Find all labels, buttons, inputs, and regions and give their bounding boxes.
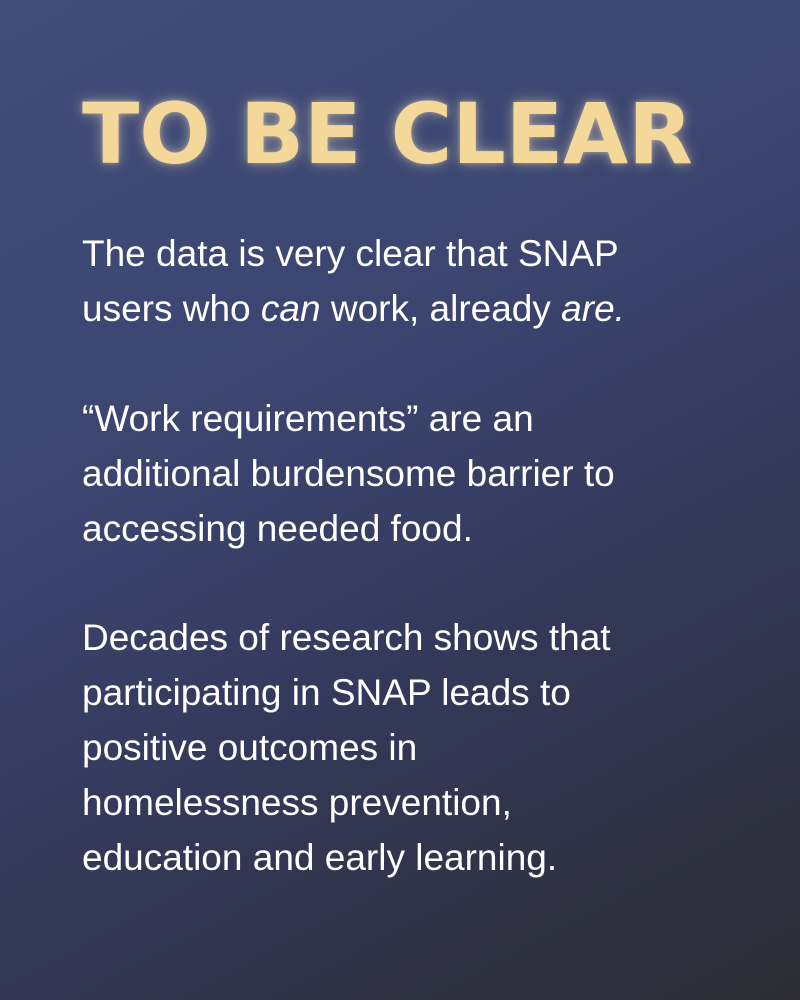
paragraph-work-requirements bbox=[82, 391, 722, 556]
headline: TO BE CLEAR bbox=[82, 85, 693, 183]
emphasis-can: can bbox=[260, 288, 321, 329]
paragraph-line: positive outcomes in bbox=[82, 727, 418, 768]
paragraph-line: accessing needed food. bbox=[82, 508, 473, 549]
paragraph-data-clear bbox=[82, 226, 722, 336]
emphasis-are: are. bbox=[561, 288, 625, 329]
paragraph-line bbox=[82, 281, 722, 336]
paragraph-line: The data is very clear that SNAP bbox=[82, 233, 619, 274]
paragraph-line: education and early learning. bbox=[82, 837, 558, 878]
text-segment: users who bbox=[82, 288, 261, 329]
paragraph-line: “Work requirements” are an bbox=[82, 398, 534, 439]
paragraph-line: homelessness prevention, bbox=[82, 782, 512, 823]
text-segment: work, already bbox=[320, 288, 562, 329]
paragraph-line: Decades of research shows that bbox=[82, 617, 611, 658]
paragraph-research bbox=[82, 610, 722, 885]
paragraph-line: participating in SNAP leads to bbox=[82, 672, 571, 713]
paragraph-line: additional burdensome barrier to bbox=[82, 453, 615, 494]
